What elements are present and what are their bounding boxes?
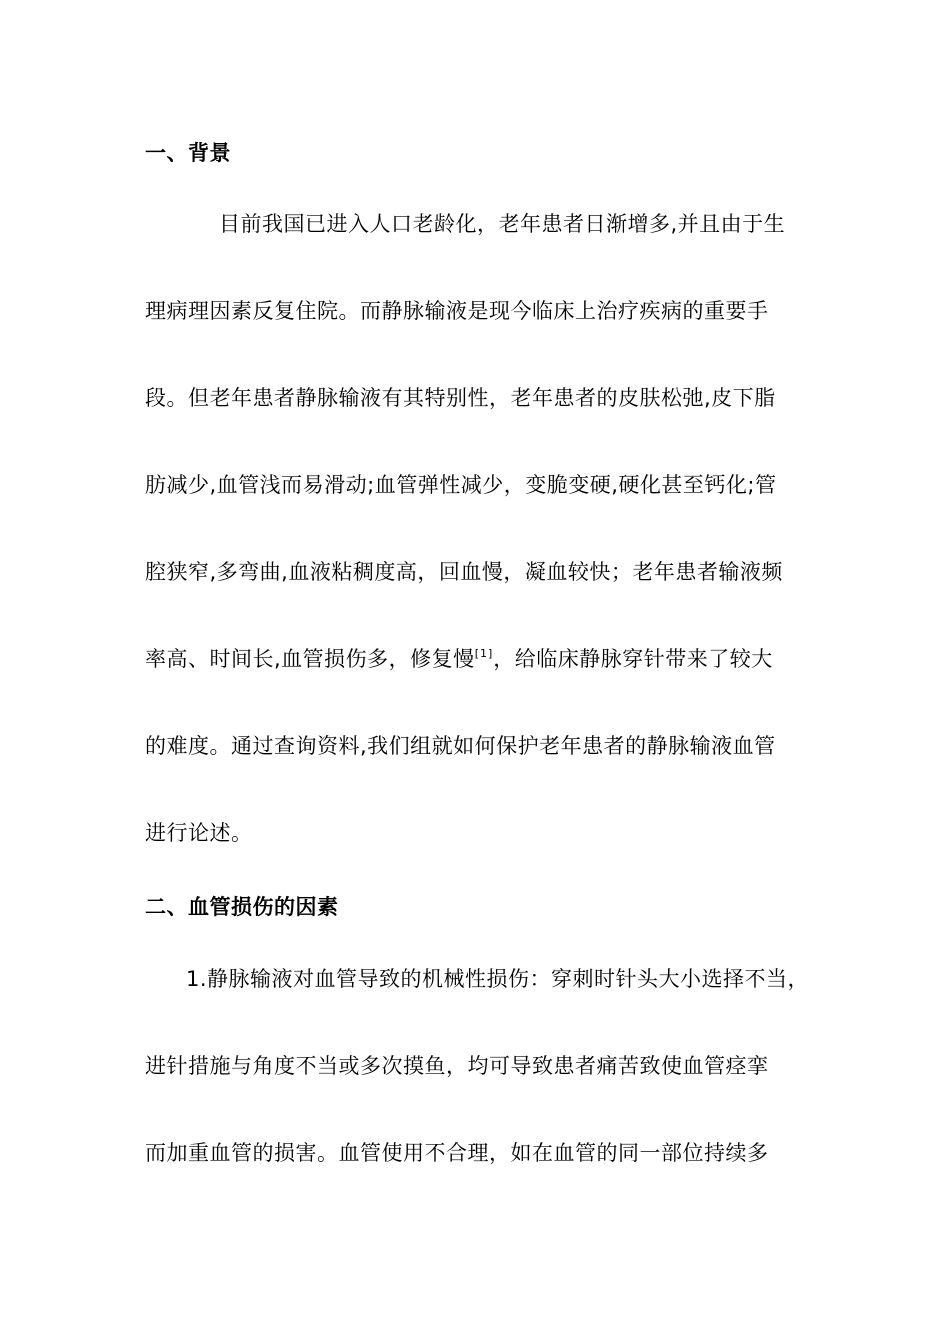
- paragraph-line: 进针措施与角度不当或多次摸鱼，均可导致患者痛苦致使血管痉挛: [145, 1054, 769, 1078]
- paragraph-text: 率高、时间长,血管损伤多，修复慢: [145, 647, 475, 671]
- paragraph-line: 目前我国已进入人口老龄化，老年患者日渐增多,并且由于生: [219, 212, 786, 236]
- section-heading-background: 一、背景: [145, 141, 231, 165]
- paragraph-line: 而加重血管的损害。血管使用不合理，如在血管的同一部位持续多: [145, 1141, 769, 1165]
- section-heading-vascular-damage-factors: 二、血管损伤的因素: [145, 895, 339, 919]
- paragraph-line: 腔狭窄,多弯曲,血液粘稠度高，回血慢，凝血较快；老年患者输液频: [145, 560, 783, 584]
- paragraph-line: 理病理因素反复住院。而静脉输液是现今临床上治疗疾病的重要手: [145, 299, 769, 323]
- paragraph-text: ，给临床静脉穿针带来了较大: [493, 647, 773, 671]
- citation-reference: [1]: [474, 647, 494, 660]
- paragraph-line: 的难度。通过查询资料,我们组就如何保护老年患者的静脉输液血管: [145, 734, 776, 758]
- paragraph-line: 进行论述。: [145, 821, 253, 845]
- paragraph-line-with-citation: [145, 645, 773, 673]
- paragraph-line: 段。但老年患者静脉输液有其特别性，老年患者的皮肤松弛,皮下脂: [145, 386, 776, 410]
- paragraph-line: 肪减少,血管浅而易滑动;血管弹性减少，变脆变硬,硬化甚至钙化;管: [145, 473, 777, 497]
- paragraph-line: 1.静脉输液对血管导致的机械性损伤：穿刺时针头大小选择不当，: [186, 967, 810, 991]
